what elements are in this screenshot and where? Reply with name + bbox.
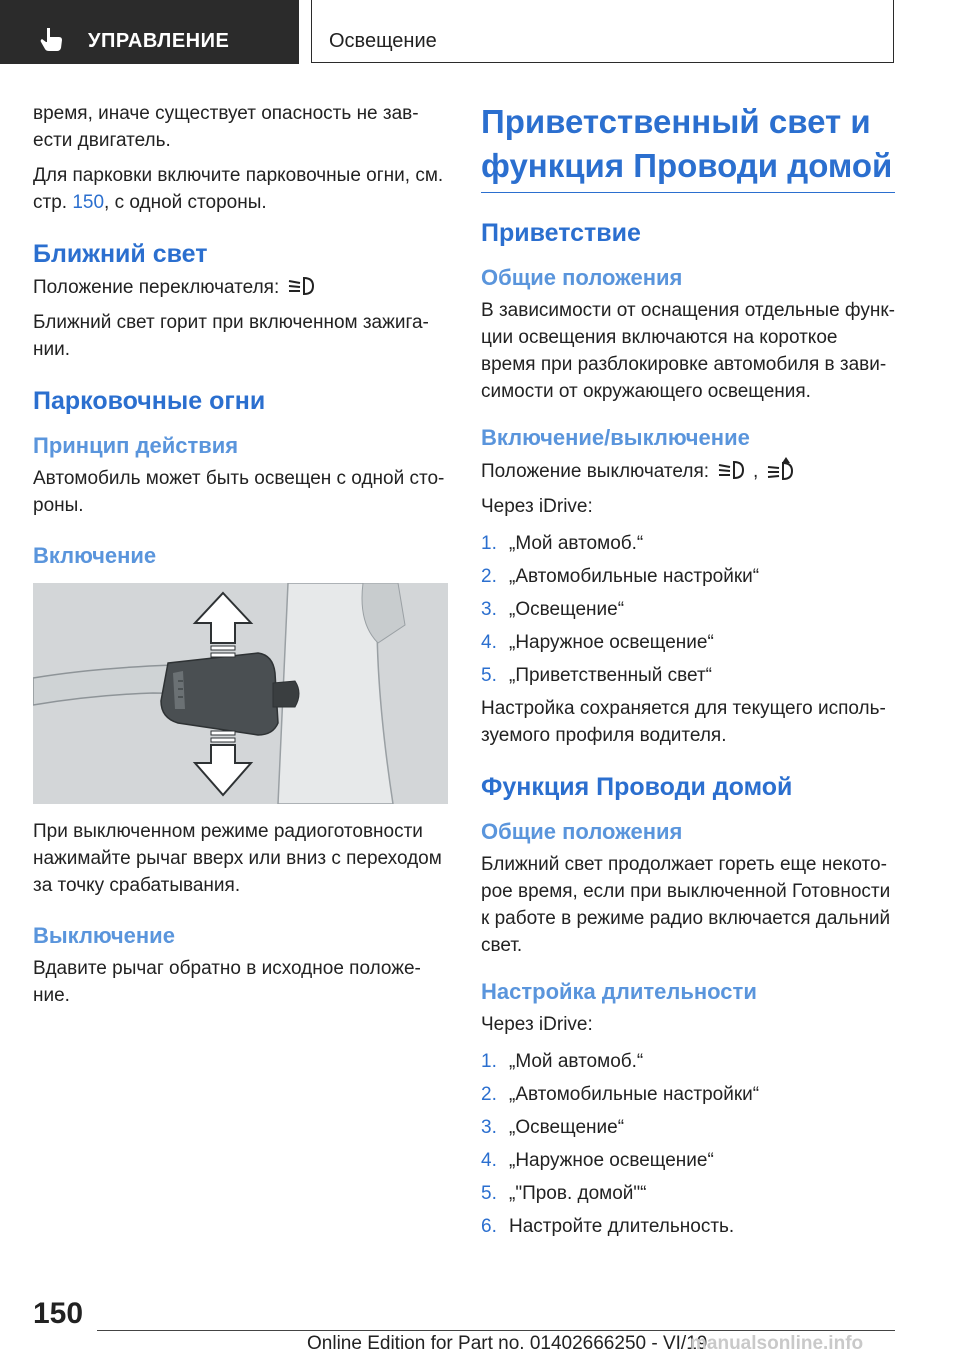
step-text: „Наружное освещение“: [509, 632, 714, 653]
step-item: [481, 662, 895, 689]
step-number: 2.: [481, 1084, 497, 1105]
on-off-switch-position: [481, 457, 895, 485]
switch-off-heading: Выключение: [33, 923, 175, 948]
saved-text: Настройка сохраняется для текущего исполь-зуемого профиля водителя.: [481, 698, 886, 746]
watermark: manualsonline.info: [690, 1333, 864, 1354]
step-item: [481, 629, 895, 656]
right-column: [481, 100, 895, 1246]
step-number: 1.: [481, 1051, 497, 1072]
welcome-heading: Приветствие: [481, 219, 641, 247]
step-item: [481, 1048, 895, 1075]
step-text: „Приветственный свет“: [509, 665, 712, 686]
step-text: „"Пров. домой"“: [509, 1183, 647, 1204]
step-number: 5.: [481, 665, 497, 686]
principle-heading: Принцип действия: [33, 433, 239, 458]
section-title: УПРАВЛЕНИЕ: [88, 30, 230, 52]
step-text: „Автомобильные настройки“: [509, 566, 760, 587]
intro-text-b: , с одной стороны.: [104, 192, 267, 213]
on-off-switch-label: Положение выключателя:: [481, 461, 710, 482]
topic-tab: [311, 0, 894, 63]
switch-on-text: При выключенном режиме радиоготовности нажимайте рычаг вверх или вниз с переходом за точку срабатывания.: [33, 821, 442, 896]
via-idrive-1: Через iDrive:: [481, 496, 593, 517]
footer-rule: [97, 1330, 895, 1331]
low-beam-icon: [287, 275, 315, 297]
lever-illustration: [33, 583, 448, 804]
step-text: Настройте длительность.: [509, 1216, 735, 1237]
title-rule: [481, 192, 895, 193]
on-off-heading: Включение/выключение: [481, 425, 750, 450]
duration-heading: Настройка длительности: [481, 979, 757, 1004]
page-number: 150: [33, 1297, 84, 1330]
switch-off-text: Вдавите рычаг обратно в исходное положе-ние.: [33, 958, 421, 1006]
step-number: 3.: [481, 1117, 497, 1138]
step-number: 6.: [481, 1216, 497, 1237]
step-number: 1.: [481, 533, 497, 554]
lever-drawing: [33, 583, 448, 804]
step-item: [481, 1213, 895, 1240]
step-text: „Наружное освещение“: [509, 1150, 714, 1171]
step-item: [481, 1081, 895, 1108]
edition-text: Online Edition for Part no. 01402666250 - VI/19: [307, 1333, 708, 1354]
general2-heading: Общие положения: [481, 819, 683, 844]
step-text: „Освещение“: [509, 599, 625, 620]
welcome-steps: [481, 530, 895, 689]
welcome-light-title: Приветственный свет и функция Проводи домой: [481, 103, 893, 184]
low-beam-text: Ближний свет горит при включенном зажига-нии.: [33, 312, 429, 360]
page-link[interactable]: 150: [72, 192, 105, 213]
low-beam-switch-label: Положение переключателя:: [33, 277, 280, 298]
auto-headlight-icon: [766, 457, 794, 481]
general2-text: Ближний свет продолжает гореть еще некото-рое время, если при выключенной Готовности к работе в режиме радио включается дальний свет.: [481, 854, 891, 956]
principle-text: Автомобиль может быть освещен с одной сто-роны.: [33, 468, 445, 516]
step-item: [481, 1180, 895, 1207]
topic-title: Освещение: [329, 30, 437, 52]
step-number: 2.: [481, 566, 497, 587]
general-heading: Общие положения: [481, 265, 683, 290]
pointing-hand-icon: [38, 26, 64, 52]
step-number: 4.: [481, 632, 497, 653]
parking-lights-heading: Парковочные огни: [33, 387, 266, 415]
low-beam-switch-position: [33, 274, 448, 301]
step-item: [481, 1114, 895, 1141]
home-function-heading: Функция Проводи домой: [481, 773, 793, 801]
step-text: „Мой автомоб.“: [509, 1051, 644, 1072]
step-number: 4.: [481, 1150, 497, 1171]
intro-paragraph-1: время, иначе существует опасность не зав-ести двигатель.: [33, 103, 419, 151]
low-beam-icon: [717, 459, 745, 481]
low-beam-heading: Ближний свет: [33, 240, 208, 268]
section-tab: [0, 0, 299, 64]
icon-separator: ,: [753, 461, 759, 482]
step-text: „Автомобильные настройки“: [509, 1084, 760, 1105]
step-number: 3.: [481, 599, 497, 620]
step-item: [481, 563, 895, 590]
step-item: [481, 596, 895, 623]
left-column: [33, 100, 448, 1009]
switch-on-heading: Включение: [33, 543, 157, 568]
step-text: „Мой автомоб.“: [509, 533, 644, 554]
step-number: 5.: [481, 1183, 497, 1204]
intro-text-a: Для парковки включите парковочные огни, см. стр.: [33, 165, 444, 213]
step-item: [481, 530, 895, 557]
duration-steps: [481, 1048, 895, 1240]
via-idrive-2: Через iDrive:: [481, 1014, 593, 1035]
intro-paragraph-2: [33, 162, 448, 216]
general-text: В зависимости от оснащения отдельные функ-ции освещения включаются на короткое время при разблокировке автомобиля в зави-симости от окружающего освещения.: [481, 300, 895, 402]
step-item: [481, 1147, 895, 1174]
step-text: „Освещение“: [509, 1117, 625, 1138]
